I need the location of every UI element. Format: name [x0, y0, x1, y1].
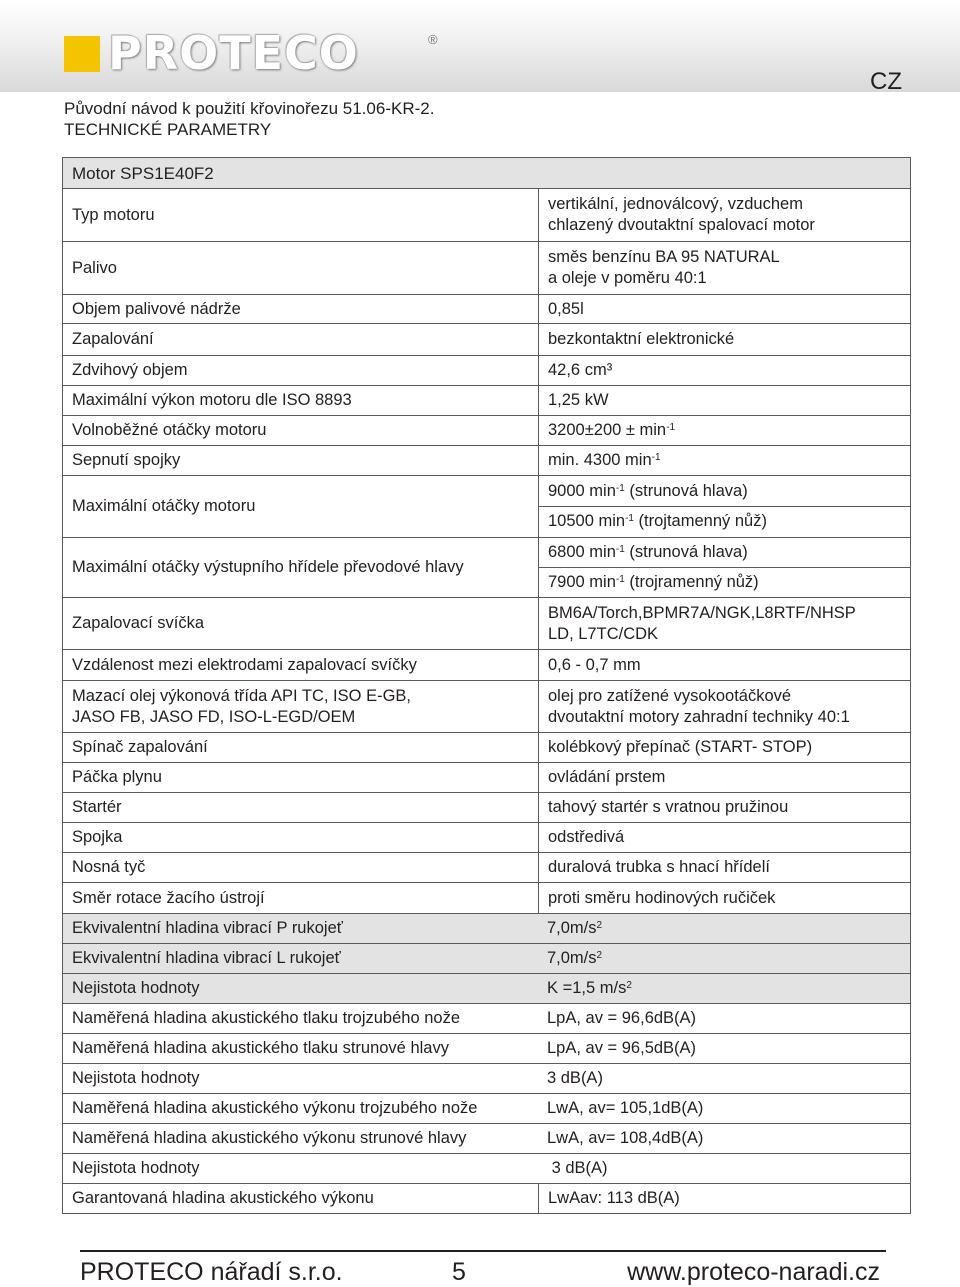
- value-text: K =1,5 m/s: [547, 979, 627, 997]
- table-row: [63, 1123, 910, 1153]
- superscript: -1: [615, 544, 625, 555]
- value-line: směs benzínu BA 95 NATURAL: [548, 248, 780, 266]
- row-value: tahový startér s vratnou pružinou: [538, 793, 910, 822]
- table-row: [63, 943, 910, 973]
- footer-company: PROTECO nářadí s.r.o.: [80, 1258, 343, 1286]
- row-label: Naměřená hladina akustického tlaku strunové hlavy: [72, 1039, 449, 1057]
- row-value: [538, 242, 910, 294]
- superscript: 2: [626, 980, 632, 991]
- row-label: Spojka: [72, 828, 123, 846]
- row-label: Nejistota hodnoty: [72, 1069, 200, 1087]
- value-text: 10500 min: [548, 512, 626, 530]
- row-label: Palivo: [72, 258, 117, 277]
- row-label: Nejistota hodnoty: [72, 1159, 200, 1177]
- value-text: 7900 min: [548, 572, 616, 591]
- label-line: JASO FB, JASO FD, ISO-L-EGD/OEM: [72, 707, 356, 726]
- row-value: bezkontaktní elektronické: [538, 324, 910, 355]
- superscript: -1: [625, 513, 634, 524]
- table-row: [63, 415, 910, 445]
- superscript: 2: [596, 920, 603, 931]
- row-label: Startér: [72, 798, 122, 816]
- logo-text: PROTECO: [108, 26, 359, 80]
- row-label: Zapalování: [72, 330, 154, 348]
- row-value: 0,6 - 0,7 mm: [538, 650, 910, 680]
- table-row: [63, 882, 910, 913]
- row-value: [539, 506, 910, 536]
- motor-heading: Motor SPS1E40F2: [72, 163, 214, 183]
- row-label: Zdvihový objem: [72, 361, 188, 379]
- value-line: chlazený dvoutaktní spalovací motor: [548, 216, 815, 234]
- row-label: Volnoběžné otáčky motoru: [72, 421, 267, 439]
- row-value: [539, 538, 910, 567]
- table-row: [63, 913, 910, 943]
- value-line: LD, L7TC/CDK: [548, 624, 659, 643]
- value-text: (trojramenný nůž): [624, 572, 759, 591]
- superscript: -1: [615, 482, 625, 494]
- row-value: [538, 416, 910, 445]
- row-value: [538, 974, 910, 1003]
- registered-mark: ®: [428, 32, 438, 47]
- value-text: (strunová hlava): [624, 543, 748, 561]
- manual-title: Původní návod k použití křovinořezu 51.06-KR-2.: [64, 99, 435, 118]
- row-value: 3 dB(A): [547, 1069, 603, 1087]
- row-value: 3 dB(A): [547, 1159, 608, 1177]
- table-row: [63, 852, 910, 882]
- language-code: CZ: [870, 68, 902, 95]
- spec-table: [62, 157, 911, 1214]
- row-label: Maximální otáčky motoru: [72, 497, 256, 515]
- table-row: [63, 1003, 910, 1033]
- row-label: Vzdálenost mezi elektrodami zapalovací svíčky: [72, 655, 417, 674]
- value-text: 7,0m/s: [547, 919, 597, 937]
- row-label: Naměřená hladina akustického výkonu strunové hlavy: [72, 1129, 467, 1147]
- value-text: 6800 min: [548, 543, 616, 561]
- row-value: LpA, av = 96,5dB(A): [547, 1039, 697, 1057]
- table-row: [63, 241, 910, 294]
- row-label: Naměřená hladina akustického tlaku trojzubého nože: [72, 1009, 460, 1027]
- row-label: Ekvivalentní hladina vibrací L rukojeť: [72, 949, 341, 967]
- row-label: Objem palivové nádrže: [72, 299, 241, 318]
- table-row: [63, 294, 910, 323]
- table-row: [63, 1183, 910, 1213]
- row-values: [538, 538, 910, 597]
- row-value: 42,6 cm³: [538, 356, 910, 385]
- row-value: [538, 189, 910, 241]
- row-value: LwA, av= 108,4dB(A): [547, 1129, 704, 1147]
- table-row-group: [63, 537, 910, 597]
- table-row: [63, 973, 910, 1003]
- value-line: olej pro zatížené vysokootáčkové: [548, 686, 792, 705]
- value-line: dvoutaktní motory zahradní techniky 40:1: [548, 707, 850, 726]
- row-label: Naměřená hladina akustického výkonu trojzubého nože: [72, 1099, 478, 1117]
- row-label: [63, 681, 538, 732]
- table-row: [63, 1153, 910, 1183]
- row-label: Sepnutí spojky: [72, 451, 181, 469]
- footer-divider: [80, 1250, 886, 1252]
- row-label: Ekvivalentní hladina vibrací P rukojeť: [72, 919, 343, 937]
- table-row: [63, 762, 910, 792]
- value-text: (trojtamenný nůž): [633, 512, 767, 530]
- brand-logo: [64, 26, 438, 80]
- page-number: 5: [452, 1258, 466, 1286]
- row-label: Zapalovací svíčka: [72, 614, 205, 632]
- table-row: [63, 680, 910, 732]
- table-row: [63, 1093, 910, 1123]
- superscript: -1: [666, 422, 676, 433]
- table-row-motor: [63, 158, 910, 188]
- row-value: ovládání prstem: [538, 763, 910, 792]
- row-value: kolébkový přepínač (START- STOP): [538, 733, 910, 762]
- table-row: [63, 732, 910, 762]
- table-row: [63, 597, 910, 649]
- row-label: Nejistota hodnoty: [72, 979, 200, 997]
- intro-text: [64, 98, 434, 140]
- row-value: [539, 567, 910, 596]
- row-value: [538, 914, 910, 943]
- row-value: LwA, av= 105,1dB(A): [547, 1099, 704, 1117]
- row-label: Typ motoru: [72, 205, 155, 224]
- superscript: -1: [615, 573, 625, 585]
- value-text: (strunová hlava): [624, 481, 748, 500]
- row-value: proti směru hodinových ručiček: [538, 883, 910, 913]
- table-row: [63, 792, 910, 822]
- row-label: Nosná tyč: [72, 858, 146, 876]
- table-row: [63, 355, 910, 385]
- row-value: [539, 476, 910, 506]
- value-text: 3200±200 ± min: [548, 421, 667, 439]
- row-value: [538, 944, 910, 973]
- table-row: [63, 822, 910, 852]
- row-label: Garantovaná hladina akustického výkonu: [72, 1189, 374, 1207]
- table-row: [63, 1033, 910, 1063]
- value-line: vertikální, jednoválcový, vzduchem: [548, 195, 803, 213]
- label-line: Mazací olej výkonová třída API TC, ISO E-GB,: [72, 686, 411, 705]
- row-label: Spínač zapalování: [72, 738, 208, 756]
- superscript: 2: [596, 950, 603, 961]
- section-heading: TECHNICKÉ PARAMETRY: [64, 120, 272, 139]
- superscript: -1: [651, 452, 661, 463]
- row-value: LwAav: 113 dB(A): [538, 1184, 910, 1213]
- row-label: Páčka plynu: [72, 768, 162, 786]
- value-text: 7,0m/s: [547, 949, 597, 967]
- row-value: LpA, av = 96,6dB(A): [547, 1009, 697, 1027]
- row-values: [538, 476, 910, 537]
- table-row: [63, 649, 910, 680]
- table-row: [63, 1063, 910, 1093]
- table-row: [63, 323, 910, 355]
- value-text: min. 4300 min: [548, 451, 652, 469]
- row-value: [538, 446, 910, 475]
- row-value: 1,25 kW: [538, 386, 910, 415]
- row-value: [538, 598, 910, 649]
- logo-yellow-square: [64, 36, 100, 72]
- table-row: [63, 188, 910, 241]
- row-label: Maximální otáčky výstupního hřídele převodové hlavy: [72, 558, 464, 576]
- table-row-group: [63, 475, 910, 537]
- value-text: 9000 min: [548, 481, 616, 500]
- row-label: Směr rotace žacího ústrojí: [72, 888, 265, 907]
- row-value: 0,85l: [538, 295, 910, 323]
- value-line: BM6A/Torch,BPMR7A/NGK,L8RTF/NHSP: [548, 603, 856, 622]
- row-value: duralová trubka s hnací hřídelí: [538, 853, 910, 882]
- row-value: odstředivá: [538, 823, 910, 852]
- row-value: [538, 681, 910, 732]
- table-row: [63, 385, 910, 415]
- value-line: a oleje v poměru 40:1: [548, 269, 707, 287]
- row-label: Maximální výkon motoru dle ISO 8893: [72, 391, 352, 409]
- footer-website[interactable]: www.proteco-naradi.cz: [627, 1258, 880, 1286]
- table-row: [63, 445, 910, 475]
